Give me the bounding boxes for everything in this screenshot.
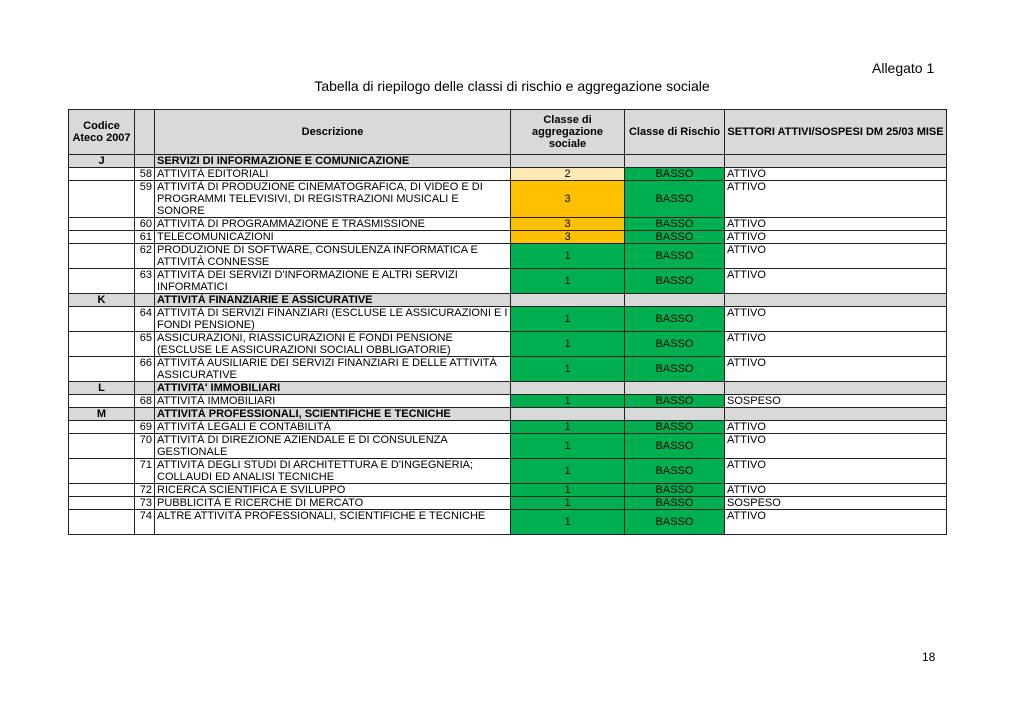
section-blank	[625, 408, 725, 421]
code-cell	[69, 168, 135, 181]
section-blank	[725, 382, 947, 395]
section-title: ATTIVITA' IMMOBILIARI	[155, 382, 511, 395]
description-cell: ALTRE ATTIVITÀ PROFESSIONALI, SCIENTIFICHE E TECNICHE	[155, 510, 511, 535]
aggregation-class-cell: 3	[511, 181, 625, 218]
section-blank	[135, 155, 155, 168]
description-cell: PRODUZIONE DI SOFTWARE, CONSULENZA INFORMATICA E ATTIVITÀ CONNESSE	[155, 244, 511, 269]
section-row-m	[69, 408, 947, 421]
section-blank	[725, 155, 947, 168]
description-cell: ATTIVITÀ LEGALI E CONTABILITÀ	[155, 421, 511, 434]
status-cell: ATTIVO	[725, 459, 947, 484]
ateco-number: 59	[135, 181, 155, 218]
table-row	[69, 421, 947, 434]
status-cell: ATTIVO	[725, 218, 947, 231]
section-blank	[725, 408, 947, 421]
ateco-number: 64	[135, 307, 155, 332]
table-row	[69, 484, 947, 497]
description-cell: ATTIVITÀ DI PROGRAMMAZIONE E TRASMISSIONE	[155, 218, 511, 231]
status-cell: ATTIVO	[725, 421, 947, 434]
section-blank	[511, 294, 625, 307]
description-cell: ATTIVITÀ IMMOBILIARI	[155, 395, 511, 408]
risk-summary-table	[68, 109, 947, 535]
status-cell: ATTIVO	[725, 307, 947, 332]
code-cell	[69, 434, 135, 459]
table-row	[69, 181, 947, 218]
section-blank	[625, 155, 725, 168]
annex-label: Allegato 1	[872, 60, 935, 76]
description-cell: ATTIVITÀ DI PRODUZIONE CINEMATOGRAFICA, DI VIDEO E DI PROGRAMMI TELEVISIVI, DI REGISTRAZIONI MUSICALI E SONORE	[155, 181, 511, 218]
table-row	[69, 307, 947, 332]
table-row	[69, 357, 947, 382]
section-blank	[511, 382, 625, 395]
aggregation-class-cell: 1	[511, 307, 625, 332]
ateco-number: 60	[135, 218, 155, 231]
status-cell: ATTIVO	[725, 434, 947, 459]
aggregation-class-cell: 1	[511, 497, 625, 510]
risk-class-cell: BASSO	[625, 421, 725, 434]
risk-class-cell: BASSO	[625, 218, 725, 231]
section-code: K	[69, 294, 135, 307]
status-cell: ATTIVO	[725, 244, 947, 269]
description-cell: ATTIVITÀ DEI SERVIZI D'INFORMAZIONE E ALTRI SERVIZI INFORMATICI	[155, 269, 511, 294]
table-row	[69, 218, 947, 231]
ateco-number: 69	[135, 421, 155, 434]
section-blank	[625, 294, 725, 307]
section-row-l	[69, 382, 947, 395]
risk-class-cell: BASSO	[625, 181, 725, 218]
table-row	[69, 497, 947, 510]
ateco-number: 63	[135, 269, 155, 294]
description-cell: PUBBLICITÀ E RICERCHE DI MERCATO	[155, 497, 511, 510]
table-row	[69, 269, 947, 294]
status-cell: ATTIVO	[725, 357, 947, 382]
section-title: ATTIVITÀ PROFESSIONALI, SCIENTIFICHE E TECNICHE	[155, 408, 511, 421]
header-descrizione: Descrizione	[155, 110, 511, 155]
description-cell: ATTIVITÀ DI DIREZIONE AZIENDALE E DI CONSULENZA GESTIONALE	[155, 434, 511, 459]
risk-class-cell: BASSO	[625, 395, 725, 408]
code-cell	[69, 218, 135, 231]
header-codice-ateco: Codice Ateco 2007	[69, 110, 135, 155]
table-row	[69, 510, 947, 535]
ateco-number: 65	[135, 332, 155, 357]
code-cell	[69, 484, 135, 497]
ateco-number: 58	[135, 168, 155, 181]
status-cell: ATTIVO	[725, 269, 947, 294]
section-blank	[625, 382, 725, 395]
risk-class-cell: BASSO	[625, 357, 725, 382]
aggregation-class-cell: 1	[511, 332, 625, 357]
risk-class-cell: BASSO	[625, 434, 725, 459]
table-row	[69, 168, 947, 181]
description-cell: ATTIVITÀ AUSILIARIE DEI SERVIZI FINANZIARI E DELLE ATTIVITÀ ASSICURATIVE	[155, 357, 511, 382]
section-title: ATTIVITÀ FINANZIARIE E ASSICURATIVE	[155, 294, 511, 307]
code-cell	[69, 497, 135, 510]
risk-class-cell: BASSO	[625, 269, 725, 294]
page-number: 18	[922, 650, 936, 664]
aggregation-class-cell: 2	[511, 168, 625, 181]
aggregation-class-cell: 3	[511, 218, 625, 231]
status-cell: ATTIVO	[725, 231, 947, 244]
aggregation-class-cell: 1	[511, 244, 625, 269]
ateco-number: 72	[135, 484, 155, 497]
status-cell: ATTIVO	[725, 510, 947, 535]
section-code: M	[69, 408, 135, 421]
section-blank	[511, 155, 625, 168]
code-cell	[69, 181, 135, 218]
risk-class-cell: BASSO	[625, 332, 725, 357]
table-row	[69, 231, 947, 244]
status-cell: SOSPESO	[725, 395, 947, 408]
header-blank	[135, 110, 155, 155]
section-blank	[511, 408, 625, 421]
ateco-number: 68	[135, 395, 155, 408]
table-row	[69, 332, 947, 357]
status-cell: SOSPESO	[725, 497, 947, 510]
section-blank	[135, 294, 155, 307]
risk-class-cell: BASSO	[625, 497, 725, 510]
status-cell: ATTIVO	[725, 484, 947, 497]
risk-class-cell: BASSO	[625, 244, 725, 269]
header-classe-rischio: Classe di Rischio	[625, 110, 725, 155]
risk-class-cell: BASSO	[625, 231, 725, 244]
description-cell: RICERCA SCIENTIFICA E SVILUPPO	[155, 484, 511, 497]
description-cell: ATTIVITÀ DEGLI STUDI DI ARCHITETTURA E D'INGEGNERIA; COLLAUDI ED ANALISI TECNICHE	[155, 459, 511, 484]
description-cell: ATTIVITÀ EDITORIALI	[155, 168, 511, 181]
description-cell: ASSICURAZIONI, RIASSICURAZIONI E FONDI PENSIONE (ESCLUSE LE ASSICURAZIONI SOCIALI OBBLIGATORIE)	[155, 332, 511, 357]
aggregation-class-cell: 1	[511, 269, 625, 294]
ateco-number: 74	[135, 510, 155, 535]
ateco-number: 70	[135, 434, 155, 459]
ateco-number: 61	[135, 231, 155, 244]
section-code: L	[69, 382, 135, 395]
ateco-number: 62	[135, 244, 155, 269]
risk-class-cell: BASSO	[625, 307, 725, 332]
aggregation-class-cell: 1	[511, 510, 625, 535]
table-row	[69, 459, 947, 484]
aggregation-class-cell: 1	[511, 421, 625, 434]
risk-class-cell: BASSO	[625, 484, 725, 497]
section-blank	[135, 382, 155, 395]
status-cell: ATTIVO	[725, 168, 947, 181]
risk-class-cell: BASSO	[625, 459, 725, 484]
header-row	[69, 110, 947, 155]
ateco-number: 66	[135, 357, 155, 382]
table-row	[69, 434, 947, 459]
code-cell	[69, 269, 135, 294]
section-title: SERVIZI DI INFORMAZIONE E COMUNICAZIONE	[155, 155, 511, 168]
risk-class-cell: BASSO	[625, 510, 725, 535]
risk-class-cell: BASSO	[625, 168, 725, 181]
code-cell	[69, 395, 135, 408]
status-cell: ATTIVO	[725, 181, 947, 218]
ateco-number: 73	[135, 497, 155, 510]
code-cell	[69, 421, 135, 434]
aggregation-class-cell: 1	[511, 434, 625, 459]
table-row	[69, 395, 947, 408]
code-cell	[69, 510, 135, 535]
table-caption: Tabella di riepilogo delle classi di rischio e aggregazione sociale	[314, 78, 710, 94]
description-cell: TELECOMUNICAZIONI	[155, 231, 511, 244]
section-blank	[135, 408, 155, 421]
section-blank	[725, 294, 947, 307]
code-cell	[69, 231, 135, 244]
aggregation-class-cell: 1	[511, 395, 625, 408]
header-settori: SETTORI ATTIVI/SOSPESI DM 25/03 MISE	[725, 110, 947, 155]
aggregation-class-cell: 1	[511, 357, 625, 382]
code-cell	[69, 332, 135, 357]
aggregation-class-cell: 3	[511, 231, 625, 244]
aggregation-class-cell: 1	[511, 459, 625, 484]
description-cell: ATTIVITÀ DI SERVIZI FINANZIARI (ESCLUSE LE ASSICURAZIONI E I FONDI PENSIONE)	[155, 307, 511, 332]
section-code: J	[69, 155, 135, 168]
code-cell	[69, 357, 135, 382]
aggregation-class-cell: 1	[511, 484, 625, 497]
code-cell	[69, 307, 135, 332]
table-row	[69, 244, 947, 269]
code-cell	[69, 244, 135, 269]
ateco-number: 71	[135, 459, 155, 484]
status-cell: ATTIVO	[725, 332, 947, 357]
section-row-k	[69, 294, 947, 307]
section-row-j	[69, 155, 947, 168]
header-classe-aggregazione: Classe di aggregazione sociale	[511, 110, 625, 155]
code-cell	[69, 459, 135, 484]
